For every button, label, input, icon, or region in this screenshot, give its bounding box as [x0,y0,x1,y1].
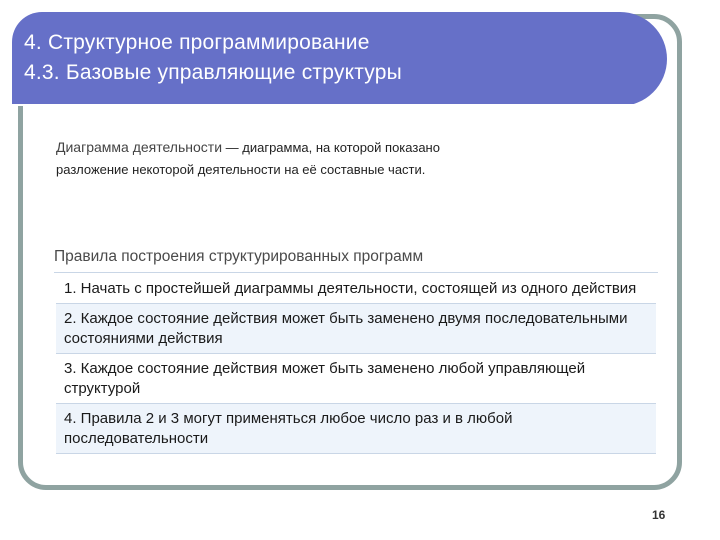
rule-item-4: 4. Правила 2 и 3 могут применяться любое число раз и в любой последовательности [56,404,656,454]
definition-block [56,136,656,181]
rule-item-1: 1. Начать с простейшей диаграммы деятельности, состоящей из одного действия [56,274,656,304]
rules-title: Правила построения структурированных программ [54,248,424,265]
rule-item-2: 2. Каждое состояние действия может быть заменено двумя последовательными состояниями действия [56,304,656,354]
definition-text-line-2: разложение некоторой деятельности на её составные части. [56,162,426,177]
rules-title-divider [54,272,658,273]
definition-text-line-1: — диаграмма, на которой показано [222,140,440,155]
header-divider [12,104,652,106]
rules-list [56,274,656,454]
definition-term: Диаграмма деятельности [56,139,223,155]
header-title-line-2: 4.3. Базовые управляющие структуры [24,61,402,84]
page-number: 16 [652,508,666,522]
slide-header [12,12,667,106]
header-title-line-1: 4. Структурное программирование [24,31,370,54]
rule-item-3: 3. Каждое состояние действия может быть заменено любой управляющей структурой [56,354,656,404]
